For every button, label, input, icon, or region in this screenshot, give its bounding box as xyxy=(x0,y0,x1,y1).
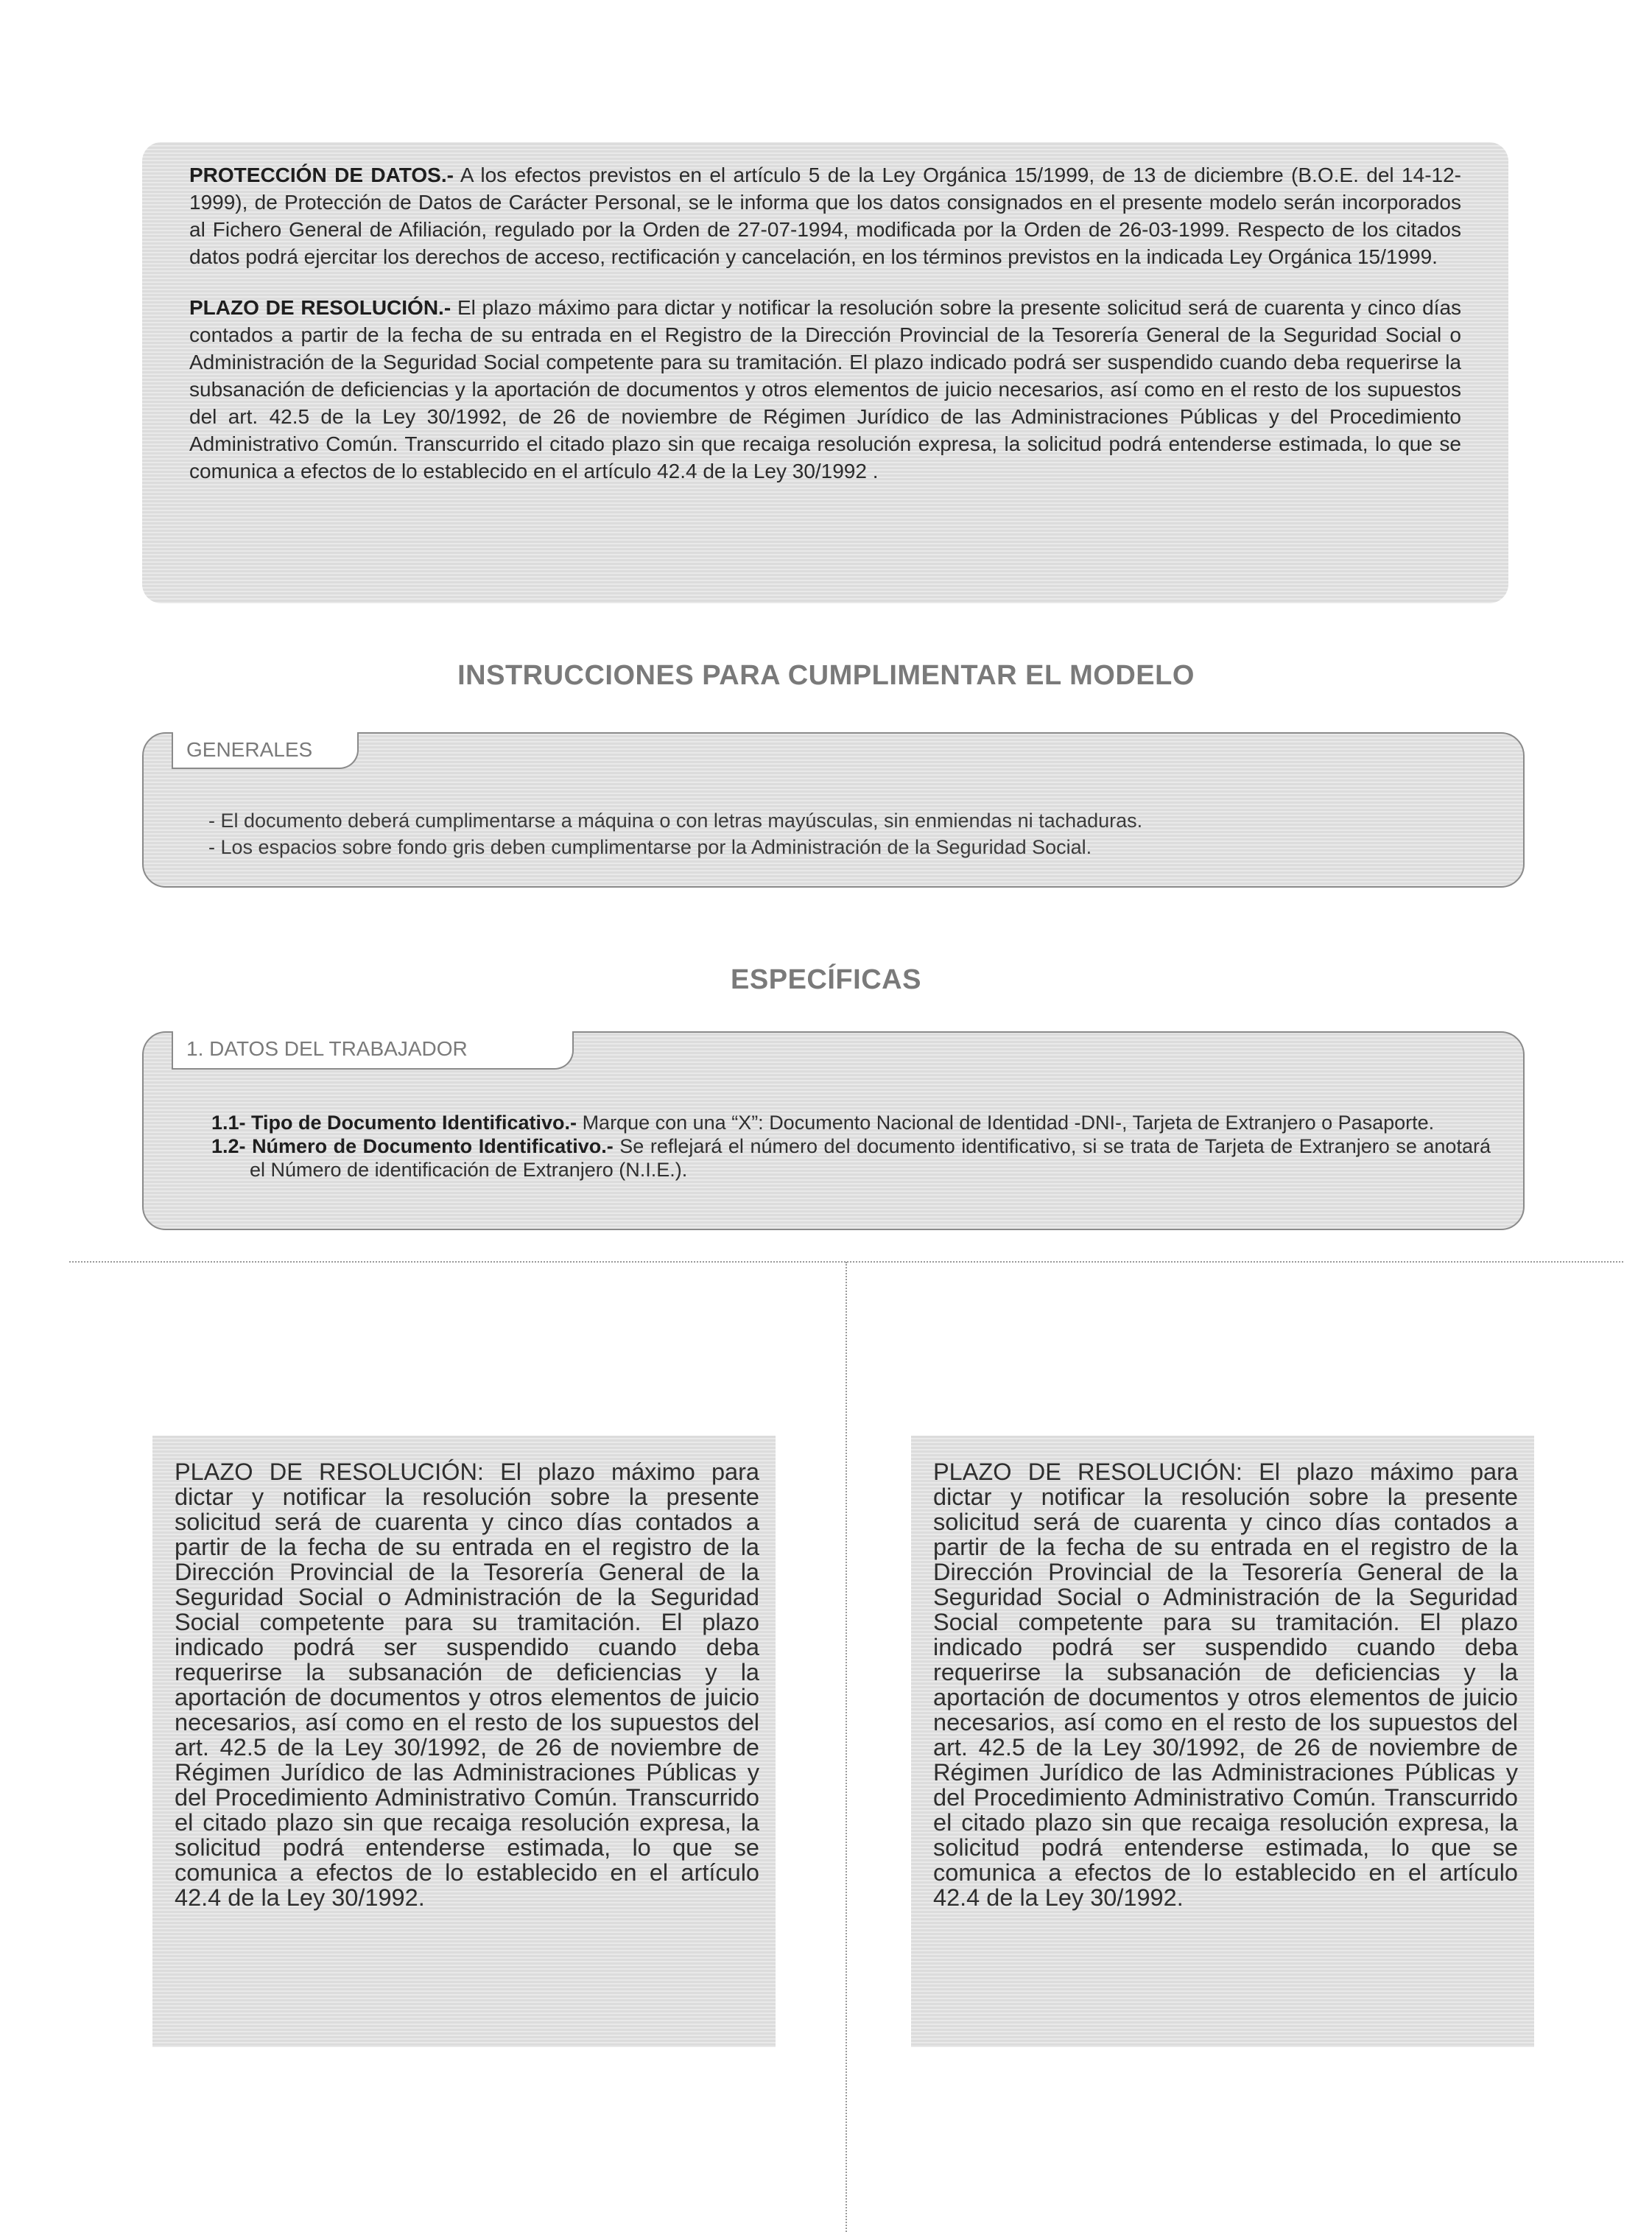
copy-right-text: PLAZO DE RESOLUCIÓN: El plazo máximo para dictar y notificar la resolución sobre la presente solicitud será de cuarenta y cinco días contados a partir de la fecha de su entrada en el registro de la Dirección Provincial de la Tesorería General de la Seguridad Social o Administración de la Seguridad Social competente para su tramitación. El plazo indicado podrá ser suspendido cuando deba requerirse la subsanación de deficiencias y la aportación de documentos y otros elementos de juicio necesarios, así como en el resto de los supuestos del art. 42.5 de la Ley 30/1992, de 26 de noviembre de Régimen Jurídico de las Administraciones Públicas y del Procedimiento Administrativo Común. Transcurrido el citado plazo sin que recaiga resolución expresa, la solicitud podrá entenderse estimada, lo que se comunica a efectos de lo establecido en el artículo 42.4 de la Ley 30/1992. xyxy=(933,1459,1518,1911)
specific-instructions-title: ESPECÍFICAS xyxy=(731,964,921,995)
worker-data-box xyxy=(142,1031,1525,1230)
copy-left-box xyxy=(152,1436,776,2047)
document-type-label: 1.1- Tipo de Documento Identificativo.- xyxy=(211,1112,577,1134)
copy-left-text: PLAZO DE RESOLUCIÓN: El plazo máximo para dictar y notificar la resolución sobre la presente solicitud será de cuarenta y cinco días contados a partir de la fecha de su entrada en el registro de la Dirección Provincial de la Tesorería General de la Seguridad Social o Administración de la Seguridad Social competente para su tramitación. El plazo indicado podrá ser suspendido cuando deba requerirse la subsanación de deficiencias y la aportación de documentos y otros elementos de juicio necesarios, así como en el resto de los supuestos del art. 42.5 de la Ley 30/1992, de 26 de noviembre de Régimen Jurídico de las Administraciones Públicas y del Procedimiento Administrativo Común. Transcurrido el citado plazo sin que recaiga resolución expresa, la solicitud podrá entenderse estimada, lo que se comunica a efectos de lo establecido en el artículo 42.4 de la Ley 30/1992. xyxy=(175,1459,759,1911)
data-protection-paragraph xyxy=(189,161,1461,270)
document-number-text: Se reflejará el número del documento identificativo, si se trata de Tarjeta de Extranjero se anotará el Número de identificación de Extranjero (N.I.E.). xyxy=(250,1135,1491,1181)
legal-notice-box xyxy=(142,142,1508,603)
document-number-label: 1.2- Número de Documento Identificativo.- xyxy=(211,1135,614,1157)
worker-data-list xyxy=(211,1111,1491,1182)
copy-right-box xyxy=(911,1436,1534,2047)
document-type-item xyxy=(211,1111,1491,1134)
worker-data-tab: 1. DATOS DEL TRABAJADOR xyxy=(172,1031,574,1070)
general-instruction-line: - El documento deberá cumplimentarse a máquina o con letras mayúsculas, sin enmiendas ni tachaduras. xyxy=(208,810,1143,832)
general-instructions-box xyxy=(142,732,1525,888)
resolution-term-text: El plazo máximo para dictar y notificar la resolución sobre la presente solicitud será de cuarenta y cinco días contados a partir de la fecha de su entrada en el Registro de la Dirección Provincial de la Tesorería General de la Seguridad Social o Administración de la Seguridad Social competente para su tramitación. El plazo indicado podrá ser suspendido cuando deba requerirse la subsanación de deficiencias y la aportación de documentos y otros elementos de juicio necesarios, así como en el resto de los supuestos del art. 42.5 de la Ley 30/1992, de 26 de noviembre de Régimen Jurídico de las Administraciones Públicas y del Procedimiento Administrativo Común. Transcurrido el citado plazo sin que recaiga resolución expresa, la solicitud podrá entenderse estimada, lo que se comunica a efectos de lo establecido en el artículo 42.4 de la Ley 30/1992 . xyxy=(189,296,1462,482)
general-instructions-list xyxy=(208,807,1142,860)
general-instruction-line: - Los espacios sobre fondo gris deben cumplimentarse por la Administración de la Seguridad Social. xyxy=(208,836,1092,858)
resolution-term-heading: PLAZO DE RESOLUCIÓN.- xyxy=(189,296,451,319)
instructions-title: INSTRUCCIONES PARA CUMPLIMENTAR EL MODELO xyxy=(457,660,1195,691)
document-number-item xyxy=(211,1134,1491,1182)
data-protection-text: A los efectos previstos en el artículo 5 de la Ley Orgánica 15/1999, de 13 de diciembre (B.O.E. del 14-12-1999), de Protección de Datos de Carácter Personal, se le informa que los datos consignados en el presente modelo serán incorporados al Fichero General de Afiliación, regulado por la Orden de 27-07-1994, modificada por la Orden de 26-03-1999. Respecto de los citados datos podrá ejercitar los derechos de acceso, rectificación y cancelación, en los términos previstos en la indicada Ley Orgánica 15/1999. xyxy=(189,164,1461,268)
document-type-text: Marque con una “X”: Documento Nacional de Identidad -DNI-, Tarjeta de Extranjero o Pasaporte. xyxy=(582,1112,1435,1134)
vertical-cut-line xyxy=(846,1262,847,2232)
data-protection-heading: PROTECCIÓN DE DATOS.- xyxy=(189,164,454,186)
resolution-term-paragraph xyxy=(189,294,1461,485)
general-instructions-tab: GENERALES xyxy=(172,732,359,769)
